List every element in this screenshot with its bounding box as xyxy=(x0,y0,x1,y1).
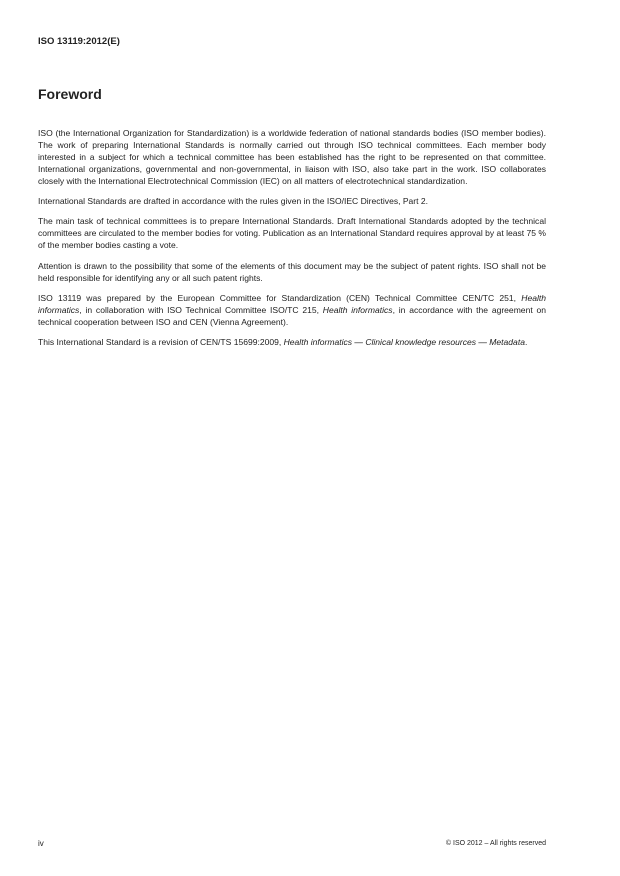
foreword-body xyxy=(38,128,546,358)
italic-title: Health informatics — Clinical knowledge resources — Metadata xyxy=(283,337,525,348)
paragraph: Attention is drawn to the possibility that some of the elements of this document may be the subject of patent rights. ISO shall not be held responsible for identifying any or all such patent rights. xyxy=(38,260,546,283)
text-segment: ISO 13119 was prepared by the European Committee for Standardization (CEN) Technical Committee CEN/TC 251, xyxy=(38,292,522,303)
paragraph: International Standards are drafted in accordance with the rules given in the ISO/IEC Directives, Part 2. xyxy=(38,196,429,207)
text-segment: This International Standard is a revision of CEN/TS 15699:2009, xyxy=(38,337,284,348)
page-number: iv xyxy=(38,839,44,848)
italic-title: Health informatics xyxy=(38,292,546,315)
document-header: ISO 13119:2012(E) xyxy=(38,36,120,47)
italic-title: Health informatics xyxy=(322,304,393,315)
text-segment: , in accordance with the agreement on technical cooperation between ISO and CEN (Vienna Agreement). xyxy=(38,304,546,327)
paragraph: ISO (the International Organization for Standardization) is a worldwide federation of national standards bodies (ISO member bodies). The work of preparing International Standards is normally carried out through ISO technical committees. Each member body interested in a subject for which a technical committee has been established has the right to be represented on that committee. International organizations, governmental and non-governmental, in liaison with ISO, also take part in the work. ISO collaborates closely with the International Electrotechnical Commission (IEC) on all matters of electrotechnical standardization. xyxy=(38,128,546,186)
text-segment: , in collaboration with ISO Technical Committee ISO/TC 215, xyxy=(79,304,323,315)
text-segment: . xyxy=(524,337,528,348)
paragraph xyxy=(38,337,546,349)
section-title: Foreword xyxy=(38,86,102,102)
paragraph: The main task of technical committees is to prepare International Standards. Draft International Standards adopted by the technical committees are circulated to the member bodies for voting. Publication as an International Standard requires approval by at least 75 % of the member bodies casting a vote. xyxy=(38,216,546,251)
paragraph xyxy=(38,293,546,329)
copyright-notice: © ISO 2012 – All rights reserved xyxy=(445,840,546,847)
